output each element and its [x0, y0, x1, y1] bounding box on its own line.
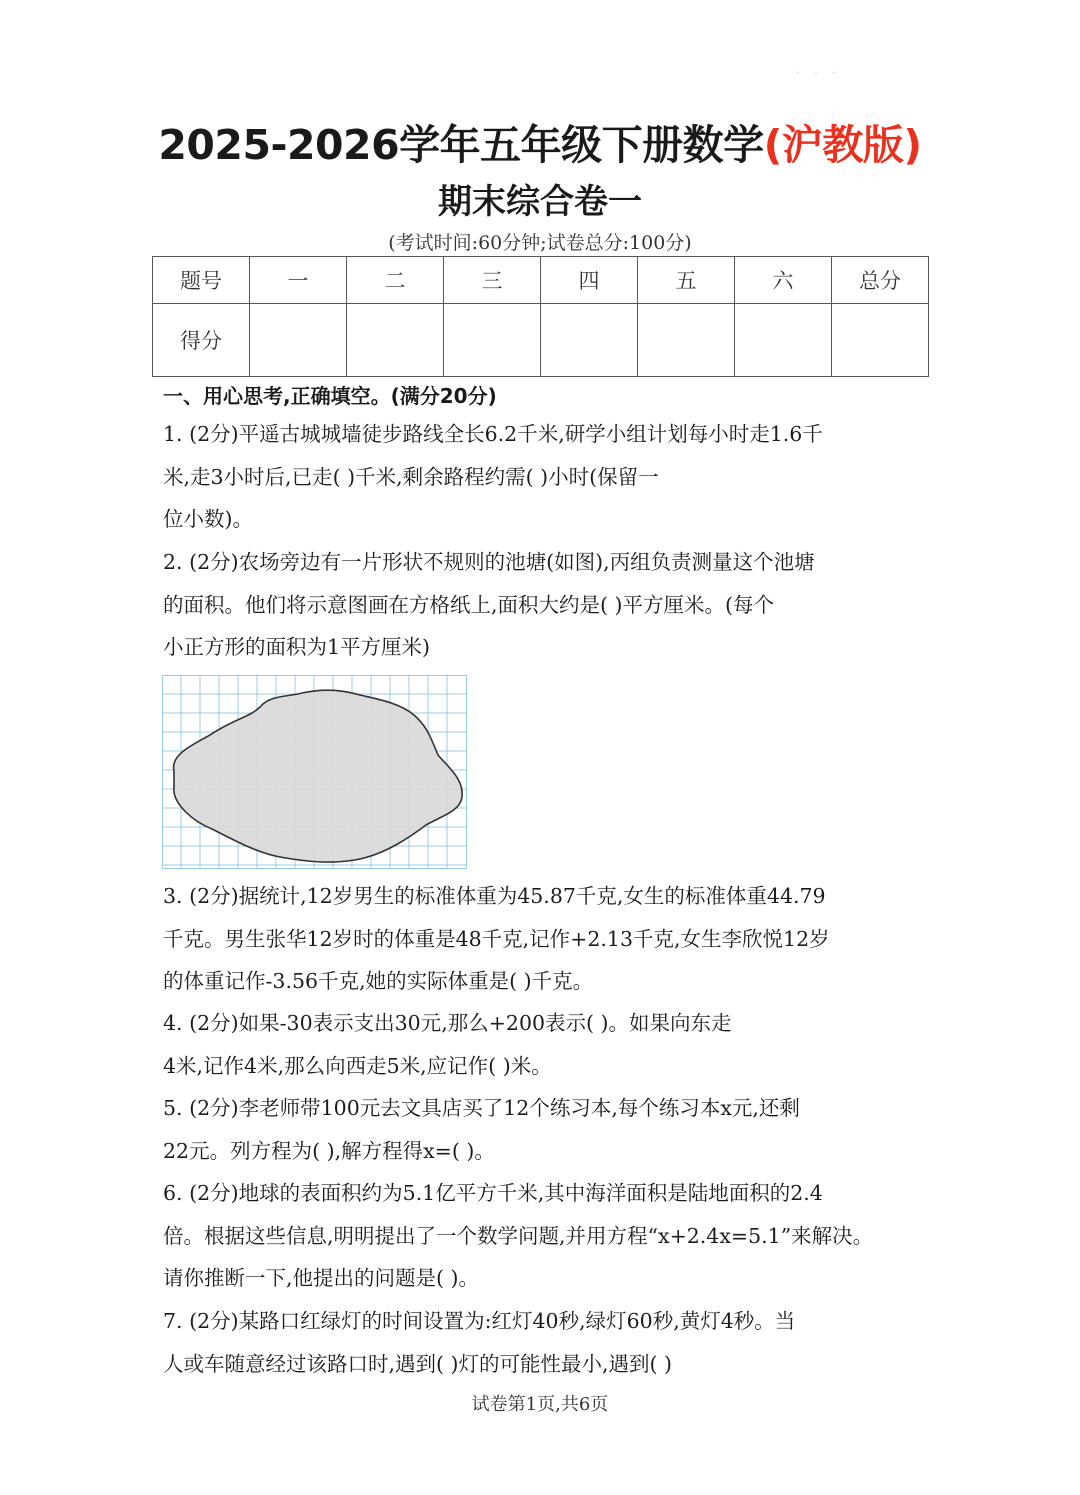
question-line: 7. (2分)某路口红绿灯的时间设置为:红灯40秒,绿灯60秒,黄灯4秒。当 [163, 1309, 796, 1333]
exam-title [0, 112, 1080, 171]
question-line: 1. (2分)平遥古城城墙徒步路线全长6.2千米,研学小组计划每小时走1.6千 [163, 422, 823, 446]
score-cell[interactable] [444, 304, 541, 377]
score-table-score-row [153, 304, 929, 377]
score-table-header-row [153, 257, 929, 304]
score-header-cell: 总分 [832, 257, 929, 304]
question-7 [163, 1300, 923, 1385]
question-3 [163, 875, 923, 1003]
question-line: 的面积。他们将示意图画在方格纸上,面积大约是( )平方厘米。(每个 [163, 592, 775, 617]
score-cell[interactable] [735, 304, 832, 377]
score-cell[interactable] [541, 304, 638, 377]
question-line: 3. (2分)据统计,12岁男生的标准体重为45.87千克,女生的标准体重44.79 [163, 884, 826, 908]
question-line: 请你推断一下,他提出的问题是( )。 [163, 1266, 480, 1290]
page-footer: 试卷第1页,共6页 [471, 1394, 609, 1415]
score-cell[interactable] [250, 304, 347, 377]
score-cell[interactable] [638, 304, 735, 377]
question-1 [163, 413, 923, 541]
exam-info: (考试时间:60分钟;试卷总分:100分) [388, 232, 692, 254]
score-header-cell: 一 [250, 257, 347, 304]
question-line: 22元。列方程为( ),解方程得x=( )。 [163, 1138, 495, 1163]
question-line: 千克。男生张华12岁时的体重是48千克,记作+2.13千克,女生李欣悦12岁 [163, 926, 830, 951]
question-line: 位小数)。 [163, 507, 253, 531]
question-line: 2. (2分)农场旁边有一片形状不规则的池塘(如图),丙组负责测量这个池塘 [163, 550, 815, 574]
question-5 [163, 1087, 923, 1172]
question-6 [163, 1172, 923, 1300]
question-line: 小正方形的面积为1平方厘米) [163, 635, 431, 659]
pond-shape [174, 690, 463, 862]
question-line: 4. (2分)如果-30表示支出30元,那么+200表示( )。如果向东走 [163, 1011, 732, 1035]
question-line: 4米,记作4米,那么向西走5米,应记作( )米。 [163, 1053, 552, 1078]
score-header-cell: 题号 [153, 257, 250, 304]
question-line: 米,走3小时后,已走( )千米,剩余路程约需( )小时(保留一 [163, 464, 659, 489]
score-header-cell: 六 [735, 257, 832, 304]
pond-grid-figure [162, 675, 467, 869]
score-table [152, 256, 929, 377]
score-header-cell: 二 [347, 257, 444, 304]
question-line: 倍。根据这些信息,明明提出了一个数学问题,并用方程“x+2.4x=5.1”来解决。 [163, 1223, 874, 1248]
question-line: 6. (2分)地球的表面积约为5.1亿平方千米,其中海洋面积是陆地面积的2.4 [163, 1181, 823, 1205]
question-line: 人或车随意经过该路口时,遇到( )灯的可能性最小,遇到( ) [163, 1351, 673, 1376]
score-header-cell: 五 [638, 257, 735, 304]
title-edition: (沪教版) [763, 121, 922, 169]
score-header-cell: 三 [444, 257, 541, 304]
score-cell[interactable] [832, 304, 929, 377]
question-4 [163, 1002, 923, 1087]
question-line: 5. (2分)李老师带100元去文具店买了12个练习本,每个练习本x元,还剩 [163, 1096, 800, 1120]
question-line: 的体重记作-3.56千克,她的实际体重是( )千克。 [163, 969, 594, 993]
section-heading: 一、用心思考,正确填空。(满分20分) [163, 384, 497, 408]
score-row-label: 得分 [153, 304, 250, 377]
score-header-cell: 四 [541, 257, 638, 304]
score-cell[interactable] [347, 304, 444, 377]
exam-subtitle: 期末综合卷一 [438, 182, 642, 222]
scan-dots: · · · [796, 68, 842, 79]
title-main: 2025-2026学年五年级下册数学 [158, 121, 764, 169]
question-2 [163, 541, 923, 669]
